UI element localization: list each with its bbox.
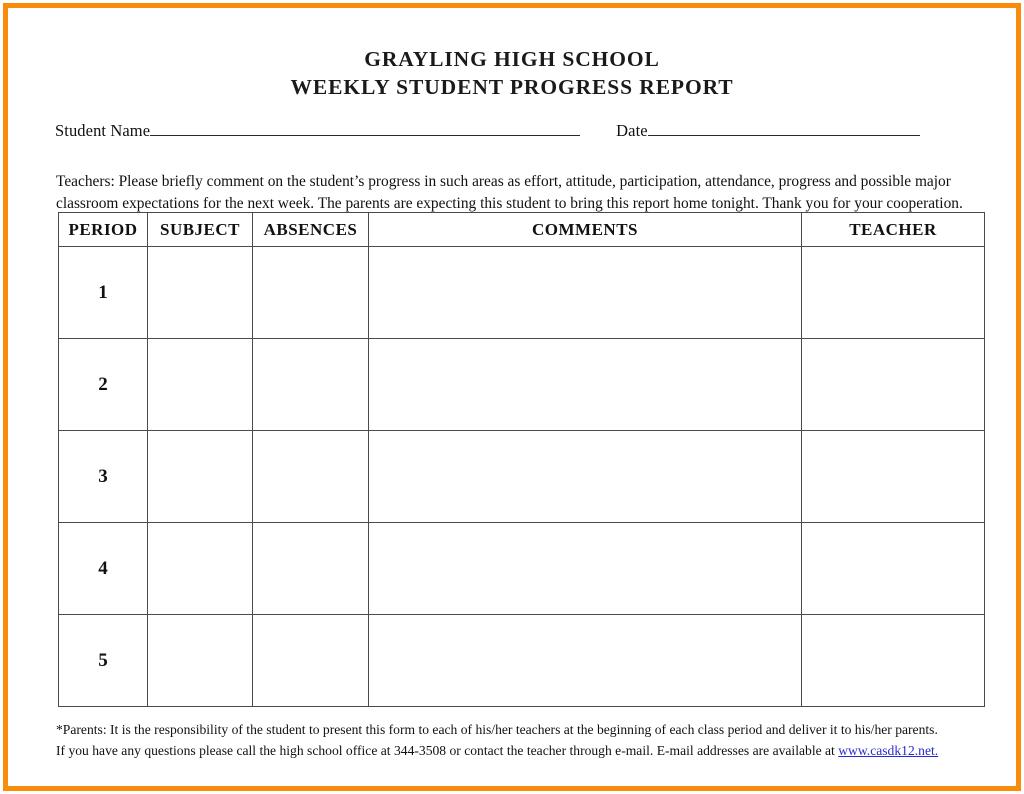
cell-subject-4[interactable] <box>148 523 253 615</box>
table-row <box>59 247 985 339</box>
footnote-line1: *Parents: It is the responsibility of the student to present this form to each of his/her teachers at the beginning of each class period and deliver it to his/her parents. <box>56 722 938 737</box>
cell-comments-2[interactable] <box>369 339 802 431</box>
cell-teacher-5[interactable] <box>802 615 985 707</box>
cell-comments-4[interactable] <box>369 523 802 615</box>
student-name-label: Student Name <box>55 120 151 140</box>
table-body <box>59 247 985 707</box>
cell-period-4: 4 <box>59 523 148 615</box>
progress-report-table <box>58 212 985 707</box>
footnote-line2-text: If you have any questions please call the high school office at 344-3508 or contact the teacher through e-mail. E-mail addresses are available at <box>56 742 839 758</box>
cell-teacher-2[interactable] <box>802 339 985 431</box>
column-header-absences: ABSENCES <box>253 213 369 247</box>
cell-subject-5[interactable] <box>148 615 253 707</box>
cell-period-2: 2 <box>59 339 148 431</box>
footnote-line2 <box>56 741 978 762</box>
cell-comments-3[interactable] <box>369 431 802 523</box>
cell-subject-1[interactable] <box>148 247 253 339</box>
teacher-instructions: Teachers: Please briefly comment on the student’s progress in such areas as effort, attitude, participation, attendance, progress and possible major classroom expectations for the next week. The parents are expecting this student to bring this report home tonight. Thank you for your cooperation. <box>56 173 963 213</box>
table-row <box>59 431 985 523</box>
column-header-period: PERIOD <box>59 213 148 247</box>
date-label: Date <box>616 120 648 140</box>
student-name-input[interactable] <box>150 120 580 136</box>
table-row <box>59 615 985 707</box>
table-header-row <box>59 213 985 247</box>
page-title-line1: GRAYLING HIGH SCHOOL <box>364 47 660 71</box>
student-name-field-group <box>55 120 580 141</box>
table-row <box>59 339 985 431</box>
document-title-block <box>8 46 1016 102</box>
cell-teacher-3[interactable] <box>802 431 985 523</box>
identification-line <box>55 120 975 141</box>
cell-teacher-1[interactable] <box>802 247 985 339</box>
page-title-line2: WEEKLY STUDENT PROGRESS REPORT <box>290 74 734 99</box>
cell-period-3: 3 <box>59 431 148 523</box>
cell-comments-1[interactable] <box>369 247 802 339</box>
cell-absences-1[interactable] <box>253 247 369 339</box>
column-header-comments: COMMENTS <box>369 213 802 247</box>
table-row <box>59 523 985 615</box>
page-border <box>3 3 1021 791</box>
cell-teacher-4[interactable] <box>802 523 985 615</box>
date-input[interactable] <box>648 120 920 136</box>
cell-subject-3[interactable] <box>148 431 253 523</box>
cell-absences-2[interactable] <box>253 339 369 431</box>
cell-absences-5[interactable] <box>253 615 369 707</box>
cell-comments-5[interactable] <box>369 615 802 707</box>
cell-subject-2[interactable] <box>148 339 253 431</box>
table-header <box>59 213 985 247</box>
casdk12-website-link[interactable]: www.casdk12.net. <box>838 742 939 758</box>
document-sheet <box>8 8 1016 786</box>
column-header-teacher: TEACHER <box>802 213 985 247</box>
cell-absences-4[interactable] <box>253 523 369 615</box>
column-header-subject: SUBJECT <box>148 213 253 247</box>
cell-absences-3[interactable] <box>253 431 369 523</box>
cell-period-1: 1 <box>59 247 148 339</box>
parents-footnote <box>56 720 978 761</box>
cell-period-5: 5 <box>59 615 148 707</box>
date-field-group <box>616 120 920 141</box>
